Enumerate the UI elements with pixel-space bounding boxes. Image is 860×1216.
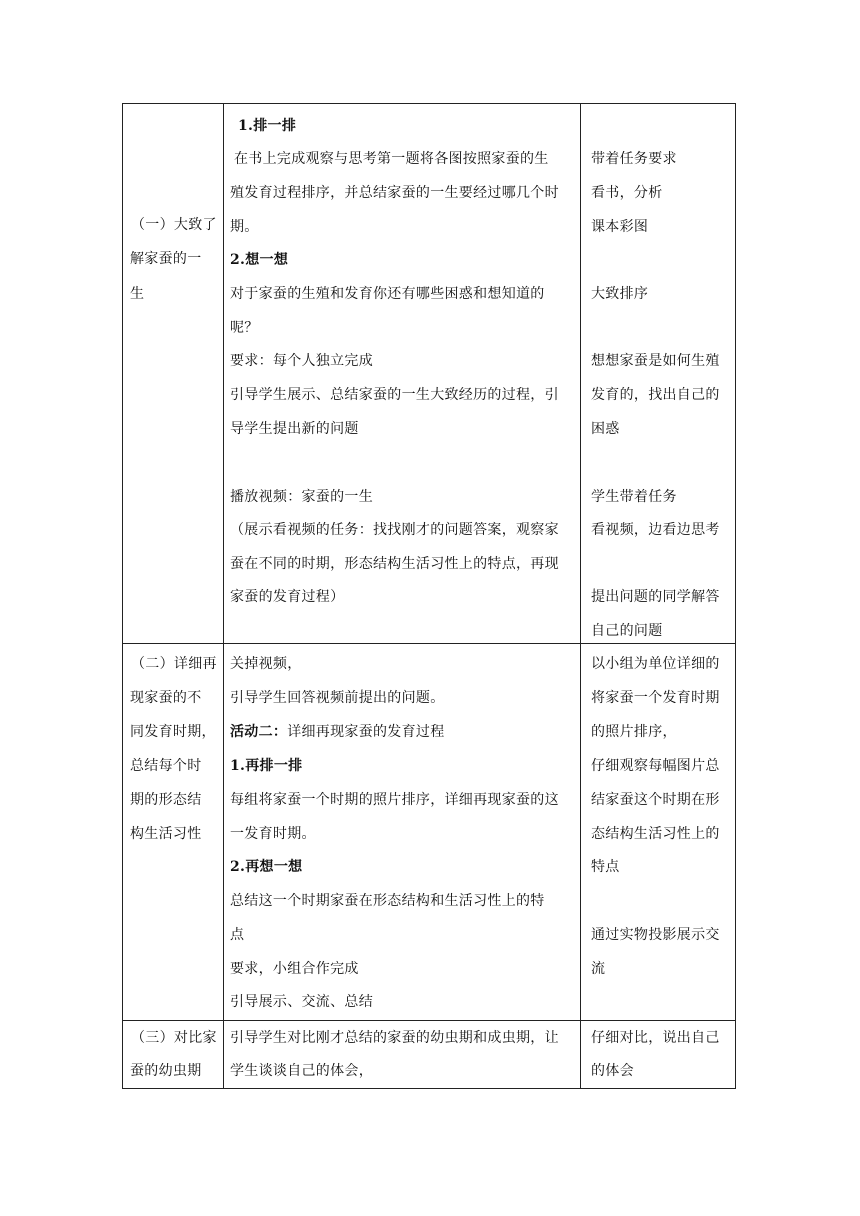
student-activity-line: 大致排序	[591, 286, 649, 302]
student-activity-line: 仔细观察每幅图片总	[591, 758, 720, 774]
teacher-activity-line: （展示看视频的任务：找找刚才的问题答案，观察家	[230, 522, 559, 538]
activity-label: 活动二：	[230, 724, 288, 740]
activity-heading: 2.想一想	[230, 252, 289, 268]
teacher-activity-line: 殖发育过程排序，并总结家蚕的一生要经过哪几个时	[230, 185, 559, 201]
stage-label-line: 生	[130, 286, 145, 302]
student-activity-line: 提出问题的同学解答	[591, 589, 720, 605]
activity-heading: 1.排一排	[238, 118, 297, 134]
student-activity-line: 看书，分析	[591, 185, 663, 201]
activity-title: 详细再现家蚕的发育过程	[287, 724, 445, 740]
stage-label-line: （二）详细再	[131, 656, 217, 672]
teacher-activity-line: 引导学生展示、总结家蚕的一生大致经历的过程，引	[230, 387, 559, 403]
student-activity-line: 看视频，边看边思考	[591, 522, 720, 538]
teacher-activity-line: 每组将家蚕一个时期的照片排序，详细再现家蚕的这	[230, 792, 559, 808]
lesson-table	[122, 103, 736, 1089]
student-activity-line: 带着任务要求	[591, 151, 677, 167]
student-activity-line: 的照片排序，	[591, 724, 677, 740]
student-activity-line: 困惑	[591, 421, 620, 437]
teacher-activity-line: 呢？	[230, 320, 259, 336]
stage-label-line: 构生活习性	[130, 826, 202, 842]
stage-label-line: 解家蚕的一	[130, 251, 202, 267]
teacher-activity-line	[230, 724, 445, 740]
student-activity-line: 的体会	[591, 1063, 634, 1079]
stage-label-line: 总结每个时	[130, 758, 202, 774]
student-activity-line: 仔细对比，说出自己	[591, 1030, 720, 1046]
student-activity-line: 结家蚕这个时期在形	[591, 792, 720, 808]
stage-label-line: 期的形态结	[130, 792, 202, 808]
student-activity-line: 通过实物投影展示交	[591, 927, 720, 943]
student-activity-line: 自己的问题	[591, 623, 663, 639]
teacher-activity-line: 家蚕的发育过程）	[230, 589, 345, 605]
student-activity-line: 学生带着任务	[591, 489, 677, 505]
teacher-activity-line: 引导展示、交流、总结	[230, 994, 373, 1010]
teacher-activity-line: 关掉视频，	[230, 656, 302, 672]
teacher-activity-line: 期。	[230, 219, 259, 235]
teacher-activity-line: 引导学生对比刚才总结的家蚕的幼虫期和成虫期，让	[230, 1030, 559, 1046]
student-activity-line: 流	[591, 961, 606, 977]
row-1-left-cell	[123, 104, 224, 644]
stage-label-line: 现家蚕的不	[130, 690, 202, 706]
teacher-activity-line: 在书上完成观察与思考第一题将各图按照家蚕的生	[234, 151, 549, 167]
teacher-activity-line: 蚕在不同的时期，形态结构生活习性上的特点，再现	[230, 556, 559, 572]
teacher-activity-line: 点	[230, 927, 245, 943]
teacher-activity-line: 要求：每个人独立完成	[230, 353, 373, 369]
student-activity-line: 发育的，找出自己的	[591, 387, 720, 403]
teacher-activity-line: 引导学生回答视频前提出的问题。	[230, 690, 445, 706]
teacher-activity-line: 要求，小组合作完成	[230, 961, 359, 977]
teacher-activity-line: 总结这一个时期家蚕在形态结构和生活习性上的特	[230, 893, 545, 909]
student-activity-line: 课本彩图	[591, 219, 649, 235]
teacher-activity-line: 对于家蚕的生殖和发育你还有哪些困惑和想知道的	[230, 286, 545, 302]
teacher-activity-line: 播放视频：家蚕的一生	[230, 489, 373, 505]
student-activity-line: 想想家蚕是如何生殖	[591, 353, 720, 369]
stage-label-line: 同发育时期，	[130, 724, 216, 740]
student-activity-line: 以小组为单位详细的	[591, 656, 720, 672]
student-activity-line: 态结构生活习性上的	[591, 826, 720, 842]
stage-label-line: （三）对比家	[131, 1030, 217, 1046]
activity-heading: 2.再想一想	[230, 859, 303, 875]
stage-label-line: 蚕的幼虫期	[130, 1063, 202, 1079]
teacher-activity-line: 一发育时期。	[230, 826, 316, 842]
stage-label-line: （一）大致了	[131, 217, 217, 233]
student-activity-line: 特点	[591, 859, 620, 875]
teacher-activity-line: 学生谈谈自己的体会，	[230, 1063, 373, 1079]
student-activity-line: 将家蚕一个发育时期	[591, 690, 720, 706]
activity-heading: 1.再排一排	[230, 758, 303, 774]
teacher-activity-line: 导学生提出新的问题	[230, 421, 359, 437]
